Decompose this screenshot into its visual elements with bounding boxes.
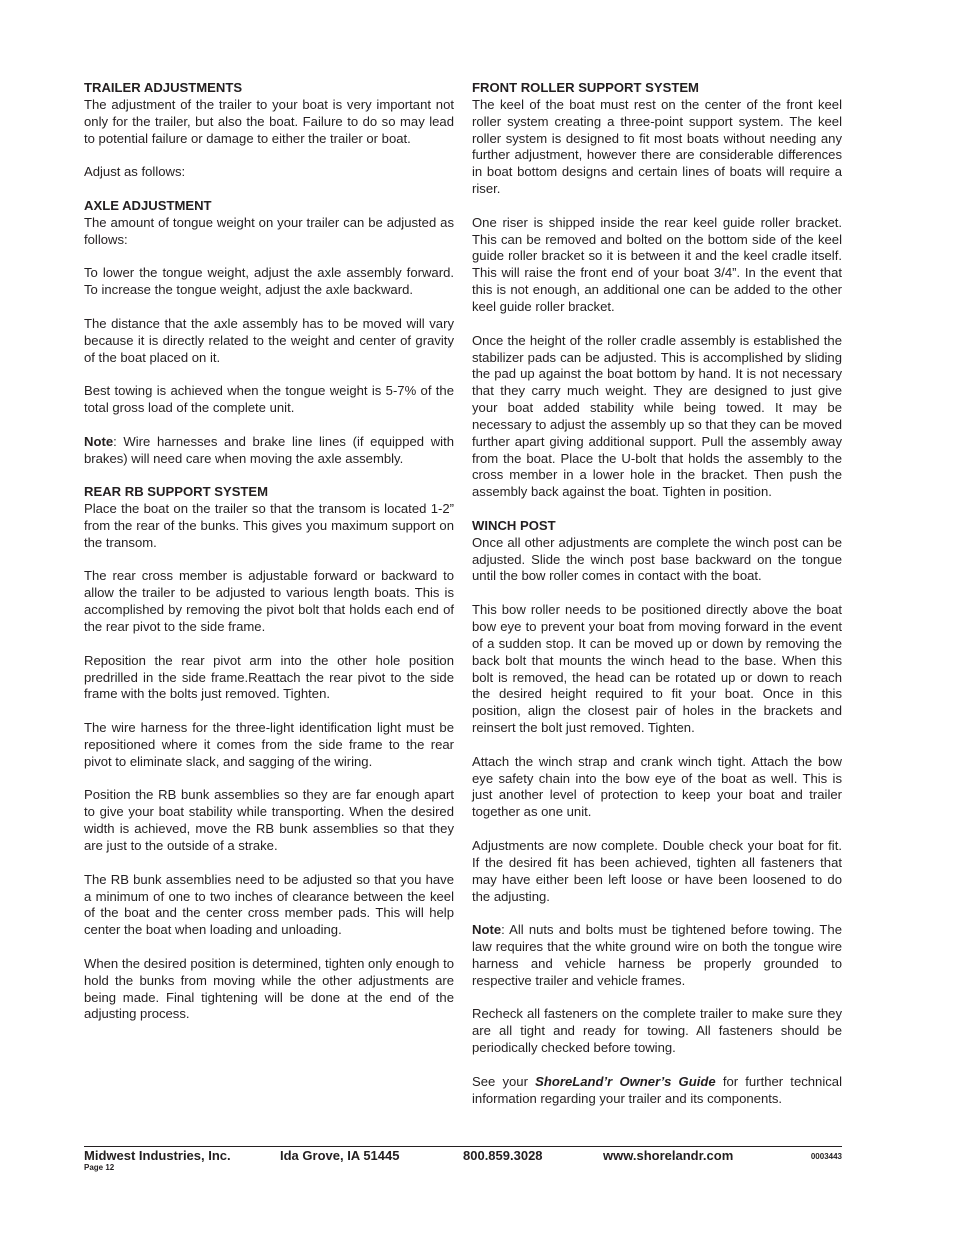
axle-paragraph-1: The amount of tongue weight on your trailer can be adjusted as follows: [84,214,454,247]
owners-guide-reference [472,1074,842,1108]
winch-paragraph-5: Recheck all fasteners on the complete trailer to make sure they are all tight and ready for towing. All fasteners should be periodically checked before towing. [472,1006,842,1056]
axle-paragraph-3: The distance that the axle assembly has to be moved will vary because it is directly related to the weight and center of gravity of the boat placed on it. [84,315,454,365]
axle-paragraph-2: To lower the tongue weight, adjust the axle assembly forward. To increase the tongue weight, adjust the axle backward. [84,265,454,298]
front-paragraph-3: Once the height of the roller cradle assembly is established the stabilizer pads can be adjusted. This is accomplished by sliding the pad up against the boat bottom by hand. It is not necessary that they carry much weight. They are designed to just give your boat added stability while being towed. It may be necessary to adjust the assembly up so that they can be moved further apart giving additional support. Pull the assembly away from the boat. Place the U-bolt that holds the assembly to the cross member in a lower hole in the bracket. Then push the assembly back against the boat. Tighten in position. [472,332,842,500]
footer-company: Midwest Industries, Inc. [84,1148,231,1163]
winch-note-label: Note [472,922,502,938]
front-roller-support-heading: FRONT ROLLER SUPPORT SYSTEM [472,80,699,95]
footer-website: www.shorelandr.com [603,1148,734,1163]
axle-adjustment-heading: AXLE ADJUSTMENT [84,197,212,213]
page-number: Page 12 [84,1163,115,1172]
footer-document-code: 0003443 [810,1152,842,1161]
rear-paragraph-2: The rear cross member is adjustable forward or backward to allow the trailer to be adjusted to various length boats. This is accomplished by removing the pivot bolt that holds each end of the rear pivot to the side frame. [84,568,454,634]
trailer-adjustments-heading: TRAILER ADJUSTMENTS [84,80,243,95]
guide-post-text: for further technical information regarding your trailer and its components. [472,1073,842,1106]
left-column [84,80,454,1040]
winch-paragraph-4: Adjustments are now complete. Double check your boat for fit. If the desired fit has been achieved, tighten all fasteners that may have either been left loose or have been loosened to do the adjusting. [472,837,842,904]
front-paragraph-2: One riser is shipped inside the rear keel guide roller bracket. This can be removed and bolted on the bottom side of the keel guide roller bracket so it is between it and the keel cradle itself. This will raise the front end of your boat 3/4”. In the event that this is not enough, an additional one can be added to the other keel guide roller bracket. [472,214,842,314]
right-column [472,80,842,1124]
axle-note [84,434,454,468]
rear-paragraph-5: Position the RB bunk assemblies so they are far enough apart to give your boat stability while transporting. When the desired width is achieved, move the RB bunk assemblies so that they are just to the outside of a strake. [84,787,454,853]
axle-note-label: Note [84,433,114,449]
adjust-as-follows-text: Adjust as follows: [84,164,186,180]
page-footer [84,1148,842,1166]
guide-pre-text: See your [472,1073,536,1089]
footer-city: Ida Grove, IA 51445 [280,1148,400,1163]
winch-paragraph-3: Attach the winch strap and crank winch tight. Attach the bow eye safety chain into the bow eye of the boat as well. This is just another level of protection to keep your boat and trailer together as one unit. [472,753,842,820]
front-paragraph-1: The keel of the boat must rest on the center of the front keel roller system creating a three-point support system. The keel roller system is designed to fit most boats without needing any further adjustment, however there are considerable differences in boat bottom designs and certain lines of boats will require a riser. [472,96,842,197]
owners-guide-title: ShoreLand’r Owner’s Guide [535,1073,716,1089]
rear-paragraph-7: When the desired position is determined, tighten only enough to hold the bunks from moving while the other adjustments are being made. Final tightening will be done at the end of the adjusting process. [84,955,454,1022]
rear-paragraph-1: Place the boat on the trailer so that the transom is located 1-2” from the rear of the bunks. This gives you maximum support on the transom. [84,501,454,550]
winch-paragraph-2: This bow roller needs to be positioned directly above the boat bow eye to prevent your boat from moving forward in the event of a sudden stop. It can be moved up or down by removing the back bolt that mounts the winch head to the base. When this bolt is removed, the head can be rotated up or down to reach the desired height required to fit your boat. Once in this position, align the closest pair of holes in the brackets and reinsert the bolt just removed. Tighten. [472,602,842,736]
axle-note-text: : Wire harnesses and brake line lines (if equipped with brakes) will need care when moving the axle assembly. [84,433,454,466]
rear-rb-support-heading: REAR RB SUPPORT SYSTEM [84,484,269,500]
winch-post-heading: WINCH POST [472,517,556,533]
axle-paragraph-4: Best towing is achieved when the tongue weight is 5-7% of the total gross load of the complete unit. [84,383,454,416]
footer-phone: 800.859.3028 [463,1148,543,1163]
winch-note [472,922,842,989]
rear-paragraph-6: The RB bunk assemblies need to be adjusted so that you have a minimum of one to two inches of clearance between the keel of the boat and the center cross member pads. This will help center the boat when loading and unloading. [84,871,454,938]
footer-divider [84,1146,842,1147]
winch-paragraph-1: Once all other adjustments are complete the winch post can be adjusted. Slide the winch post base backward on the tongue until the bow roller comes in contact with the boat. [472,534,842,584]
trailer-intro-paragraph: The adjustment of the trailer to your boat is very important not only for the trailer, but also the boat. Failure to do so may lead to potential failure or damage to either the trailer or boat. [84,96,454,146]
rear-paragraph-4: The wire harness for the three-light identification light must be repositioned where it comes from the side frame to the rear pivot to eliminate slack, and sagging of the wiring. [84,720,454,769]
winch-note-text: : All nuts and bolts must be tightened before towing. The law requires that the white ground wire on both the tongue wire harness and vehicle harness be properly grounded to respective trailer and vehicle frames. [472,922,842,988]
rear-paragraph-3: Reposition the rear pivot arm into the other hole position predrilled in the side frame.Reattach the rear pivot to the side frame with the bolts just removed. Tighten. [84,652,454,702]
